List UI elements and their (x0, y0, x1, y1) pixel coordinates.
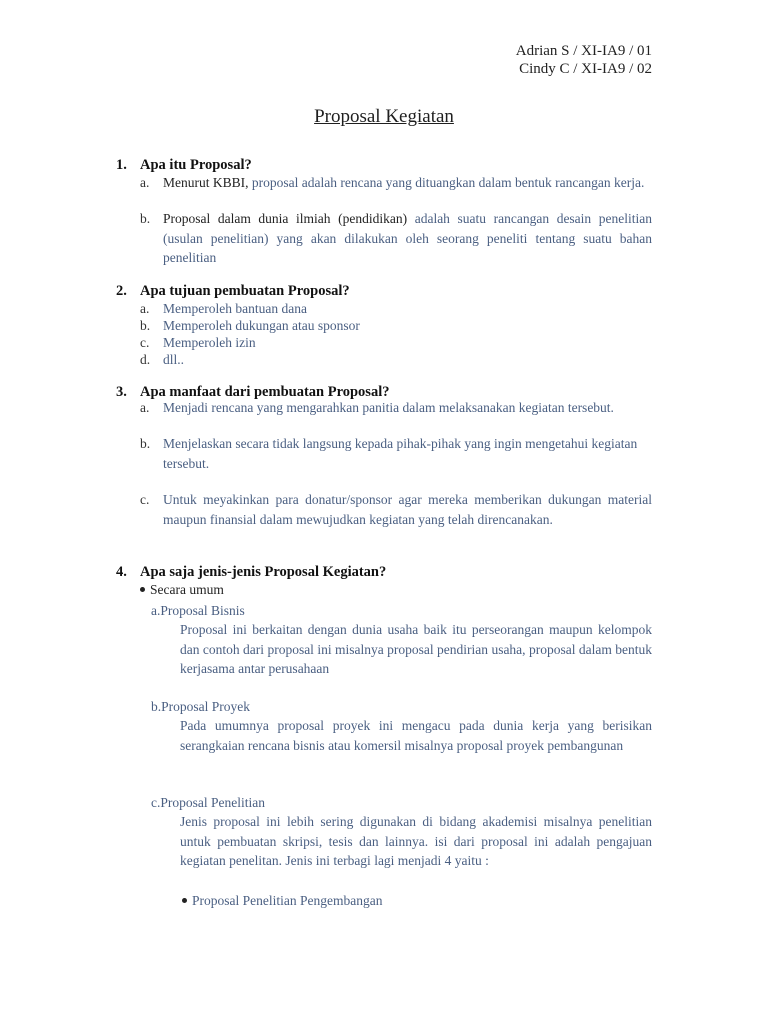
item-label: b. (140, 318, 151, 333)
question-number: 3. (116, 384, 127, 400)
item-text: Untuk meyakinkan para donatur/sponsor agar mereka memberikan dukungan material maupun finansial dalam mewujudkan kegiatan yang telah direncanakan. (163, 492, 652, 527)
item-text: Memperoleh izin (163, 335, 256, 350)
question-heading (116, 564, 386, 581)
item-text: proposal adalah rencana yang dituangkan dalam bentuk rancangan kerja. (248, 175, 645, 190)
item-label: d. (140, 352, 151, 367)
author-line: Adrian S / XI-IA9 / 01 (515, 43, 652, 59)
type-label: b. (151, 699, 162, 714)
item-text-dark: Menurut KBBI, (163, 175, 249, 190)
list-item (140, 317, 360, 334)
list-item (140, 334, 256, 351)
question-text: Apa manfaat dari pembuatan Proposal? (140, 384, 390, 400)
question-text: Apa tujuan pembuatan Proposal? (140, 283, 350, 299)
item-text-dark: Proposal dalam dunia ilmiah (pendidikan) (163, 211, 408, 226)
type-description: Proposal ini berkaitan dengan dunia usaha baik itu perseorangan maupun kelompok dan contoh dari proposal ini misalnya proposal pendirian usaha, proposal dalam bentuk kerjasama antar perusahaan (180, 622, 652, 676)
bullet-icon (140, 587, 145, 592)
item-label: a. (140, 400, 150, 415)
item-label: a. (140, 175, 150, 190)
item-label: c. (140, 492, 150, 507)
author-line: Cindy C / XI-IA9 / 02 (519, 61, 652, 77)
item-text: adalah suatu rancangan desain penelitian (usulan penelitian) yang akan dilakukan oleh seorang peneliti tentang suatu bahan penelitian (163, 211, 653, 265)
item-text: Menjadi rencana yang mengarahkan panitia dalam melaksanakan kegiatan tersebut. (163, 400, 614, 415)
question-text: Apa saja jenis-jenis Proposal Kegiatan? (140, 564, 387, 580)
question-heading (116, 283, 350, 300)
item-label: b. (140, 436, 151, 451)
type-label: a. (151, 603, 161, 618)
list-item (140, 490, 652, 529)
question-number: 2. (116, 283, 127, 299)
document-title: Proposal Kegiatan (314, 106, 454, 127)
type-name: Proposal Penelitian (160, 795, 265, 810)
list-item (140, 209, 652, 268)
list-item (140, 300, 307, 317)
bullet-item (140, 582, 224, 598)
sub-bullet-item (182, 893, 382, 909)
type-name: Proposal Proyek (161, 699, 250, 714)
list-item (140, 434, 652, 473)
bullet-icon (182, 898, 187, 903)
item-text: Memperoleh bantuan dana (163, 301, 307, 316)
item-text: Memperoleh dukungan atau sponsor (163, 318, 360, 333)
type-label: c. (151, 795, 161, 810)
question-text: Apa itu Proposal? (140, 157, 252, 173)
type-name: Proposal Bisnis (160, 603, 245, 618)
bullet-text: Secara umum (150, 582, 224, 597)
question-number: 1. (116, 157, 127, 173)
type-heading (151, 603, 245, 619)
item-label: a. (140, 301, 150, 316)
type-heading (151, 795, 265, 811)
item-text-continued: tersebut. (163, 455, 210, 471)
question-number: 4. (116, 564, 127, 580)
item-label: c. (140, 335, 150, 350)
type-description: Jenis proposal ini lebih sering digunakan di bidang akademisi misalnya penelitian untuk pembuatan skripsi, tesis dan lainnya. isi dari proposal ini adalah pengajuan kegiatan penelitan. Jenis ini terbagi lagi menjadi 4 yaitu : (180, 814, 652, 868)
bullet-text: Proposal Penelitian Pengembangan (192, 893, 383, 908)
item-text: dll.. (163, 352, 185, 367)
list-item (140, 173, 652, 193)
type-description: Pada umumnya proposal proyek ini mengacu pada dunia kerja yang berisikan serangkaian rencana bisnis atau komersil misalnya proposal proyek pembangunan (180, 718, 652, 753)
list-item (140, 351, 184, 368)
question-heading (116, 157, 252, 174)
item-text: Menjelaskan secara tidak langsung kepada pihak-pihak yang ingin mengetahui kegiatan (163, 436, 638, 451)
item-label: b. (140, 211, 151, 226)
type-heading (151, 699, 250, 715)
list-item (140, 398, 652, 418)
author-block (516, 42, 652, 78)
